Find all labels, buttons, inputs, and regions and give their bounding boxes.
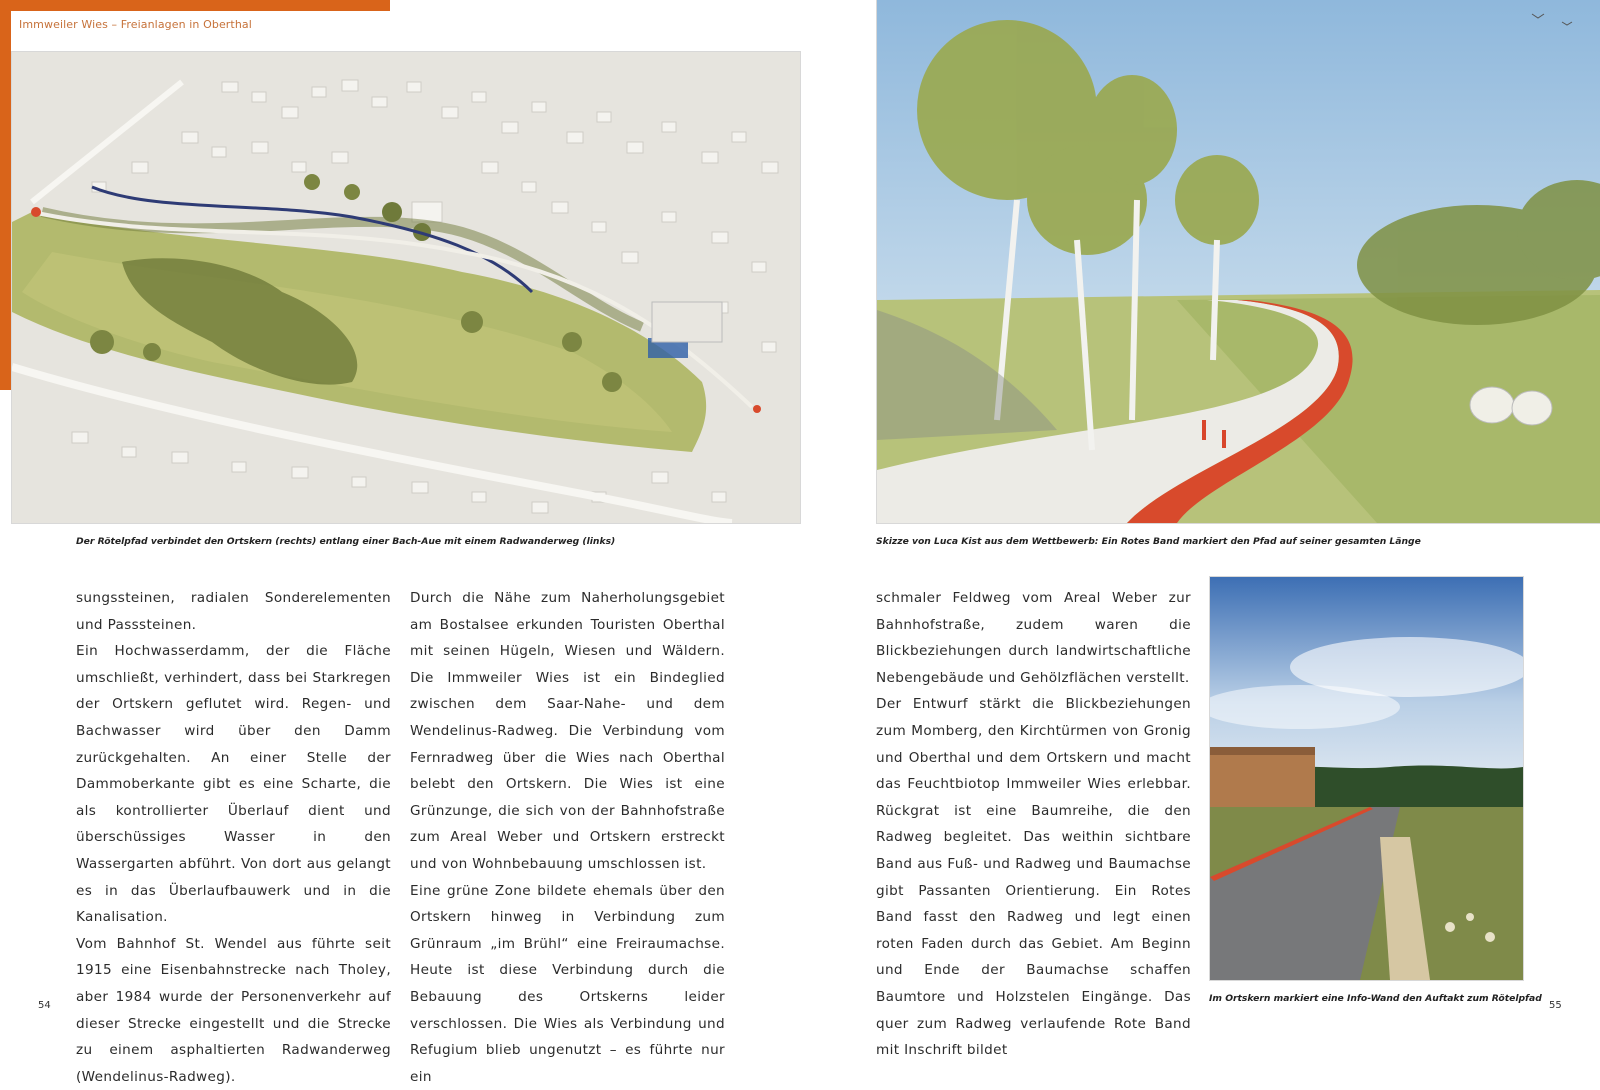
paragraph: sungssteinen, radialen Sonderelementen und Passsteinen.: [76, 590, 391, 633]
site-plan-map: [11, 51, 801, 524]
text-column-3: [876, 585, 1191, 1064]
paragraph: Der Entwurf stärkt die Blickbeziehungen zum Momberg, den Kirchtürmen von Gronig und Oberthal und dem Ortskern und macht das Feuchtbiotop Immweiler Wies erlebbar. Rückgrat ist eine Baumreihe, die den Radweg begleitet. Das weithin sichtbare Band aus Fuß- und Radweg und Baumachse gibt Passanten Orientierung. Ein Rotes Band fasst den Radweg und legt einen roten Faden durch das Gebiet. Am Beginn und Ende der Baumachse schaffen Baumtore und Holzstelen Eingänge. Das quer zum Radweg verlaufende Rote Band mit Inschrift bildet: [876, 696, 1191, 1059]
sketch-image: [876, 0, 1600, 524]
accent-bar-side: [0, 0, 11, 390]
paragraph: Eine grüne Zone bildete ehemals über den Ortskern hinweg in Verbindung zum Grünraum „im Brühl“ eine Freiraumachse. Heute ist diese Verbindung durch die Bebauung des Ortskerns leider verschlossen. Die Wies als Verbindung und Refugium blieb ungenutzt – es führte nur ein: [410, 882, 725, 1085]
running-header: Immweiler Wies – Freianlagen in Oberthal: [19, 18, 252, 31]
sketch-illustration: [877, 0, 1600, 523]
photo-info-wall: [1209, 576, 1524, 981]
text-column-1: [76, 585, 391, 1090]
paragraph: Vom Bahnhof St. Wendel aus führte seit 1915 eine Eisenbahnstrecke nach Tholey, aber 1984 wurde der Personenverkehr auf dieser Strecke eingestellt und die Strecke zu einem asphaltierten Radwanderweg (Wendelinus-Radweg).: [76, 935, 391, 1085]
page-number-left: 54: [38, 1000, 51, 1011]
paragraph: Durch die Nähe zum Naherholungsgebiet am Bostalsee erkunden Touristen Oberthal mit seinen Hügeln, Wiesen und Wäldern. Die Immweiler Wies ist ein Bindeglied zwischen dem Saar-Nahe- und dem Wendelinus-Radweg. Die Verbindung vom Fernradweg über die Wies nach Oberthal belebt den Ortskern. Die Wies ist eine Grünzunge, die sich von der Bahnhofstraße zum Areal Weber und Ortskern erstreckt und von Wohnbebauung umschlossen ist.: [410, 590, 725, 872]
accent-bar-top: [0, 0, 390, 11]
photo-caption: Im Ortskern markiert eine Info-Wand den Auftakt zum Rötelpfad: [1209, 993, 1542, 1004]
paragraph: Ein Hochwasserdamm, der die Fläche umschließt, verhindert, dass bei Starkregen der Ortskern geflutet wird. Regen- und Bachwasser wird über den Damm zurückgehalten. An einer Stelle der Dammoberkante gibt es eine Scharte, die als kontrollierter Überlauf dient und überschüssiges Wasser in den Wassergarten abführt. Von dort aus gelangt es in das Überlaufbauwerk und in die Kanalisation.: [76, 643, 391, 926]
site-plan-illustration: [12, 52, 800, 523]
sketch-caption: Skizze von Luca Kist aus dem Wettbewerb: Ein Rotes Band markiert den Pfad auf seiner gesamten Länge: [876, 536, 1421, 547]
page-number-right: 55: [1549, 1000, 1562, 1011]
text-column-2: [410, 585, 725, 1090]
map-caption: Der Rötelpfad verbindet den Ortskern (rechts) entlang einer Bach-Aue mit einem Radwanderweg (links): [76, 536, 616, 547]
photo-illustration: [1210, 577, 1523, 980]
paragraph: schmaler Feldweg vom Areal Weber zur Bahnhofstraße, zudem waren die Blickbeziehungen durch landwirtschaftliche Nebengebäude und Gehölzflächen verstellt.: [876, 590, 1191, 686]
